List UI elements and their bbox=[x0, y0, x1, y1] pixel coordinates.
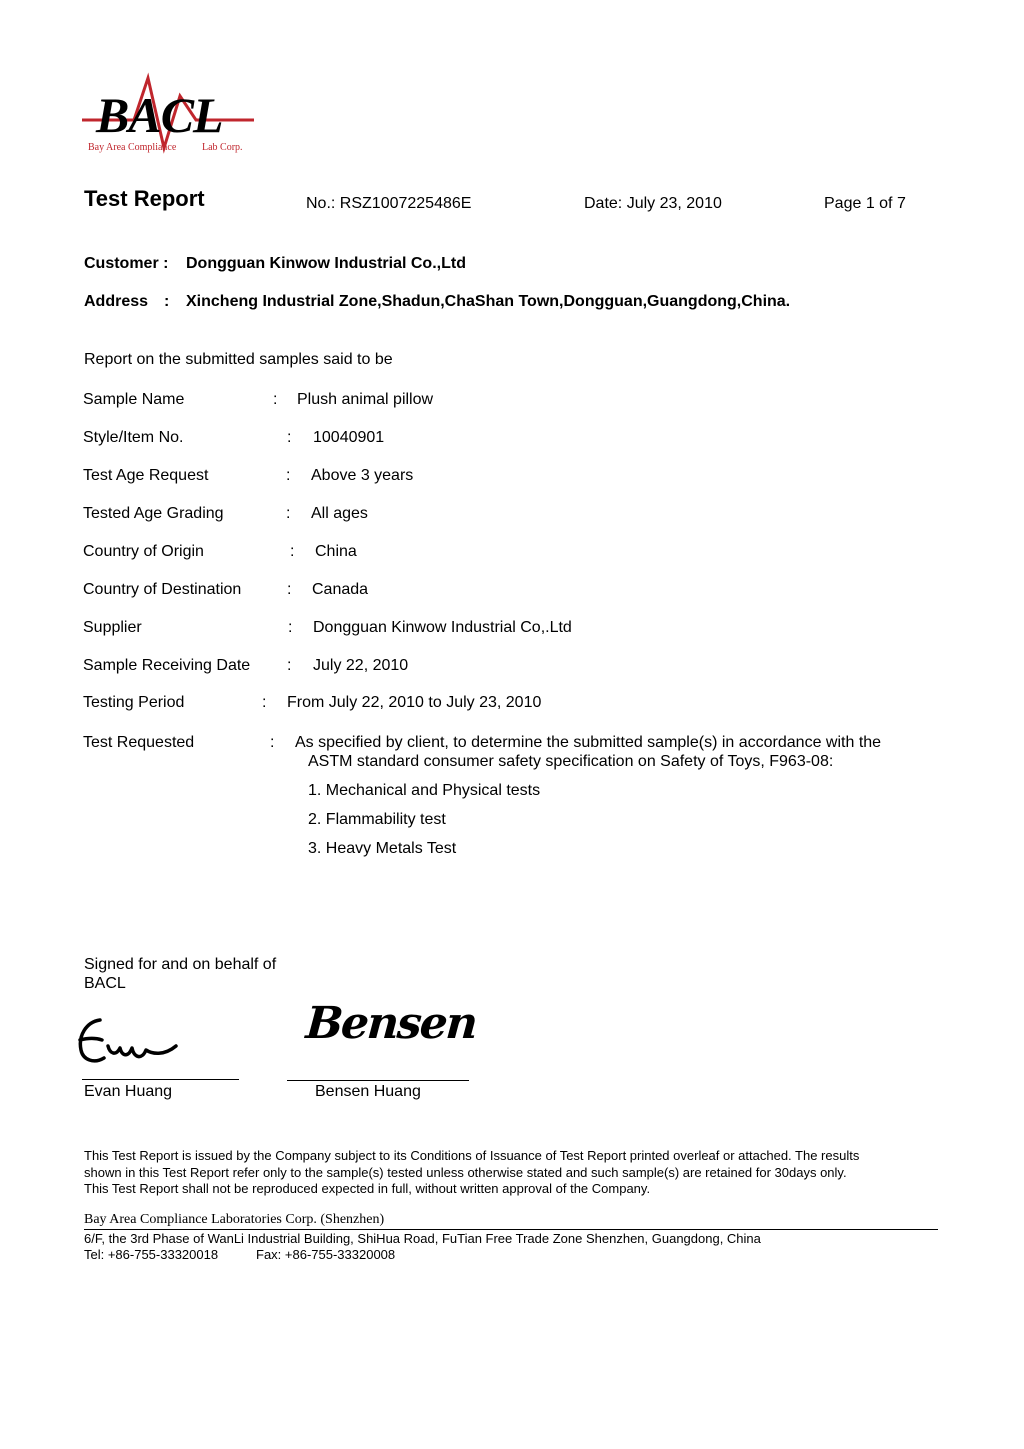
footer-divider bbox=[84, 1229, 938, 1230]
test-item: 1. Mechanical and Physical tests bbox=[308, 782, 541, 799]
field-label: Country of Destination bbox=[83, 581, 242, 598]
disclaimer-line1: This Test Report is issued by the Company subject to its Conditions of Issuance of Test Report printed overleaf or attached. The results bbox=[84, 1148, 860, 1163]
field-colon: : bbox=[287, 657, 292, 674]
bacl-logo bbox=[82, 70, 254, 162]
logo-text: BACL bbox=[96, 87, 223, 143]
address-value: Xincheng Industrial Zone,Shadun,ChaShan Town,Dongguan,Guangdong,China. bbox=[186, 293, 791, 310]
field-value-receiving-date: July 22, 2010 bbox=[313, 657, 409, 674]
logo-subtitle-right: Lab Corp. bbox=[202, 142, 243, 153]
test-requested-colon: : bbox=[270, 734, 275, 751]
footer-fax: Fax: +86-755-33320008 bbox=[256, 1247, 396, 1262]
signer2-name: Bensen Huang bbox=[315, 1083, 421, 1100]
field-colon: : bbox=[287, 581, 292, 598]
report-number: No.: RSZ1007225486E bbox=[306, 195, 472, 212]
field-value-sample-name: Plush animal pillow bbox=[297, 391, 434, 408]
page-indicator: Page 1 of 7 bbox=[824, 195, 906, 212]
field-label: Test Age Request bbox=[83, 467, 209, 484]
field-value-age-grading: All ages bbox=[311, 505, 368, 522]
field-value-test-age: Above 3 years bbox=[311, 467, 414, 484]
field-value-supplier: Dongguan Kinwow Industrial Co,.Ltd bbox=[313, 619, 572, 636]
disclaimer-line3: This Test Report shall not be reproduced expected in full, without written approval of the Company. bbox=[84, 1181, 651, 1196]
field-label: Sample Name bbox=[83, 391, 185, 408]
report-intro: Report on the submitted samples said to be bbox=[84, 351, 393, 368]
field-colon: : bbox=[262, 694, 267, 711]
signature-line bbox=[287, 1080, 469, 1081]
signer1-name: Evan Huang bbox=[84, 1083, 173, 1100]
field-value-destination: Canada bbox=[312, 581, 369, 598]
footer-company: Bay Area Compliance Laboratories Corp. (Shenzhen) bbox=[84, 1212, 385, 1227]
test-item: 3. Heavy Metals Test bbox=[308, 840, 457, 857]
bensen-signature-image: Bensen bbox=[304, 998, 478, 1049]
footer-address: 6/F, the 3rd Phase of WanLi Industrial Building, ShiHua Road, FuTian Free Trade Zone Shenzhen, Guangdong, China bbox=[84, 1231, 761, 1246]
field-value-item-no: 10040901 bbox=[313, 429, 385, 446]
test-requested-line2: ASTM standard consumer safety specification on Safety of Toys, F963-08: bbox=[308, 753, 834, 770]
test-requested-line1: As specified by client, to determine the submitted sample(s) in accordance with the bbox=[295, 734, 882, 751]
signature-line bbox=[82, 1079, 239, 1080]
field-label: Testing Period bbox=[83, 694, 185, 711]
field-label: Style/Item No. bbox=[83, 429, 184, 446]
field-colon: : bbox=[273, 391, 278, 408]
field-colon: : bbox=[286, 467, 291, 484]
test-item: 2. Flammability test bbox=[308, 811, 446, 828]
signature-intro-line1: Signed for and on behalf of bbox=[84, 956, 277, 973]
field-colon: : bbox=[288, 619, 293, 636]
customer-value: Dongguan Kinwow Industrial Co.,Ltd bbox=[186, 255, 466, 272]
test-requested-label: Test Requested bbox=[83, 734, 195, 751]
field-colon: : bbox=[286, 505, 291, 522]
field-colon: : bbox=[287, 429, 292, 446]
customer-label: Customer : bbox=[84, 255, 169, 272]
address-colon: : bbox=[164, 293, 170, 310]
field-label: Tested Age Grading bbox=[83, 505, 224, 522]
logo-subtitle-left: Bay Area Compliance bbox=[88, 142, 177, 153]
report-title: Test Report bbox=[84, 186, 205, 211]
field-colon: : bbox=[290, 543, 295, 560]
field-value-testing-period: From July 22, 2010 to July 23, 2010 bbox=[287, 694, 542, 711]
signature-intro-line2: BACL bbox=[84, 975, 126, 992]
field-label: Country of Origin bbox=[83, 543, 204, 560]
field-value-origin: China bbox=[315, 543, 357, 560]
footer-tel: Tel: +86-755-33320018 bbox=[84, 1247, 219, 1262]
field-label: Supplier bbox=[83, 619, 142, 636]
report-date: Date: July 23, 2010 bbox=[584, 195, 722, 212]
disclaimer-line2: shown in this Test Report refer only to the sample(s) tested unless otherwise stated and such sample(s) are retained for 30days only. bbox=[84, 1165, 847, 1180]
address-label: Address bbox=[84, 293, 149, 310]
evan-signature-image bbox=[72, 1010, 184, 1072]
field-label: Sample Receiving Date bbox=[83, 657, 251, 674]
